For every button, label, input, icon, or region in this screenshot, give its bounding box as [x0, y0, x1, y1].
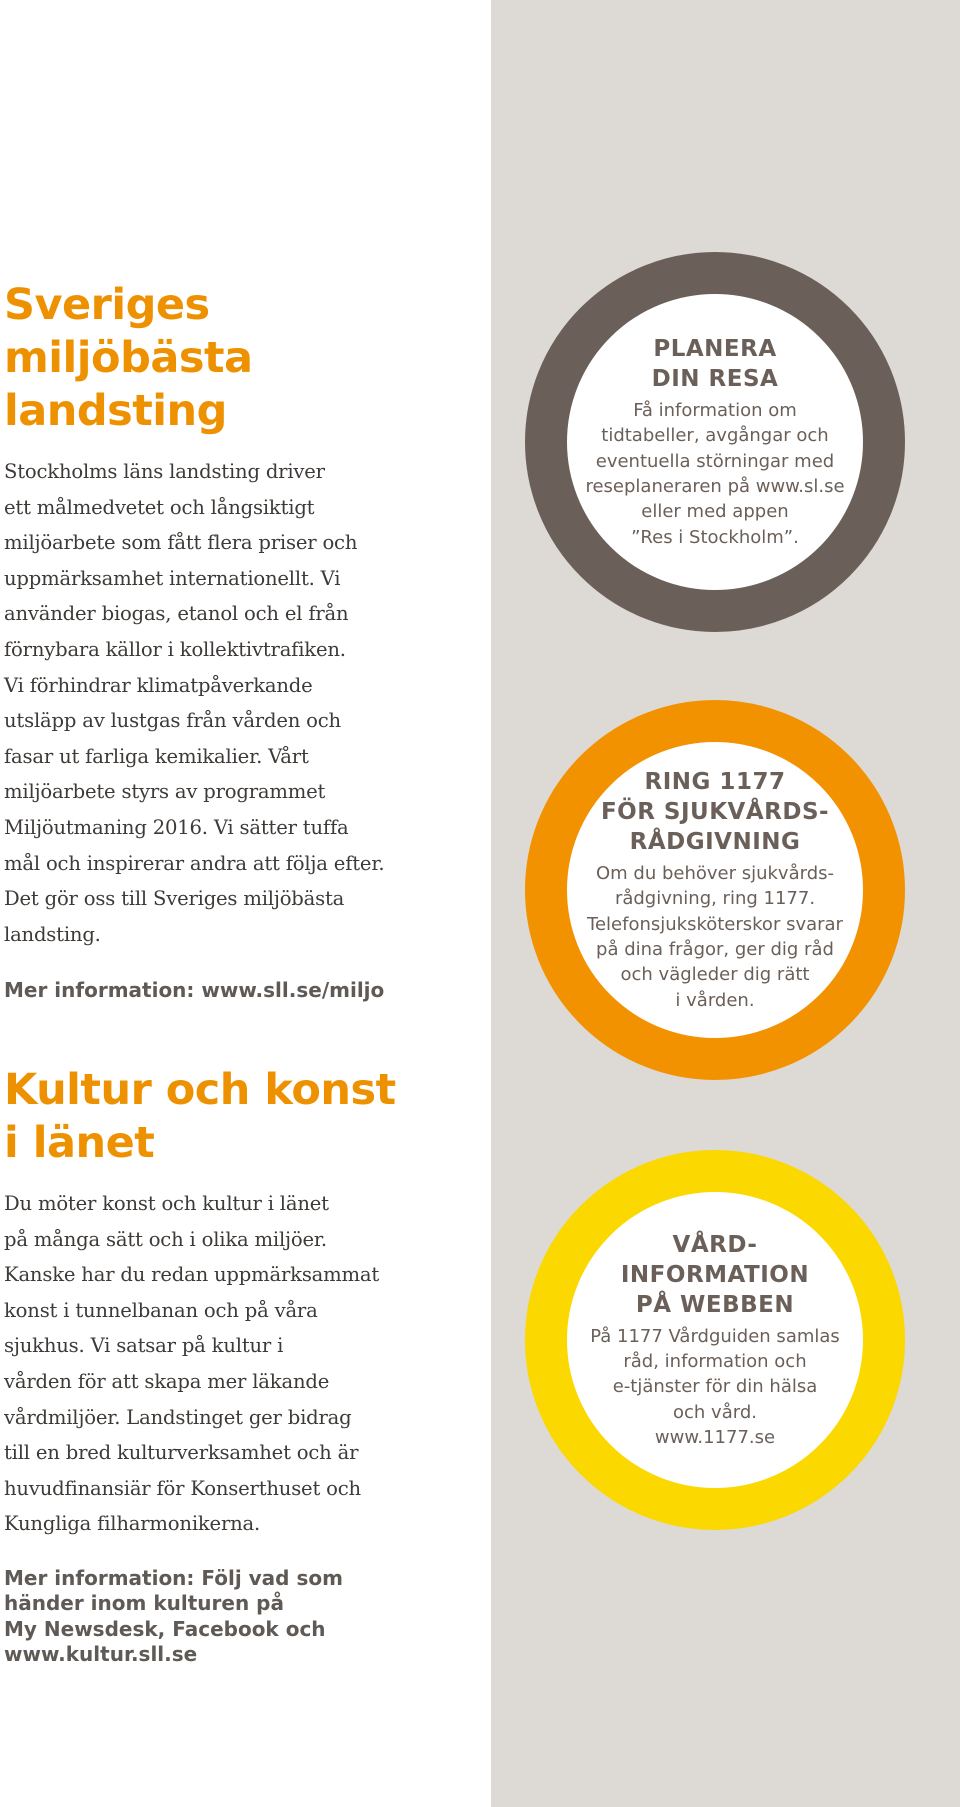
section-environment-body: Stockholms läns landsting driver ett målmedvetet och långsiktigt miljöarbete som fått flera priser och uppmärksamhet internationellt. Vi använder biogas, etanol och el från förnybara källor i kollektivtrafiken. Vi förhindrar klimatpåverkande utsläpp av lustgas från vården och fasar ut farliga kemikalier. Vårt miljöarbete styrs av programmet Miljöutmaning 2016. Vi sätter tuffa mål och inspirerar andra att följa efter. Det gör oss till Sveriges miljöbästa landsting. [4, 460, 385, 946]
circle-call-1177-title: RING 1177 FÖR SJUKVÅRDS- RÅDGIVNING [600, 769, 830, 856]
section-culture-body: Du möter konst och kultur i länet på många sätt och i olika miljöer. Kanske har du redan uppmärksammat konst i tunnelbanan och på våra sjukhus. Vi satsar på kultur i vården för att skapa mer läkande vårdmiljöer. Landstinget ger bidrag till en bred kulturverksamhet och är huvudfinansiär för Konserthuset och Kungliga filharmonikerna. [4, 1192, 380, 1536]
section-environment-heading: Sveriges miljöbästa landsting [4, 280, 253, 436]
section-environment-more-info: Mer information: www.sll.se/miljo [4, 978, 385, 1003]
circle-care-info-web-title: VÅRD- INFORMATION PÅ WEBBEN [620, 1231, 810, 1318]
section-culture [4, 1064, 444, 1668]
circle-care-info-web [525, 1150, 905, 1530]
circle-plan-trip-title: PLANERA DIN RESA [651, 336, 779, 393]
section-culture-heading: Kultur och konst i länet [4, 1065, 396, 1168]
circle-plan-trip [525, 252, 905, 632]
section-environment [4, 279, 444, 1004]
circle-care-info-web-text: På 1177 Vårdguiden samlas råd, information och e-tjänster för din hälsa och vård. www.1177.se [590, 1325, 840, 1448]
circle-call-1177 [525, 700, 905, 1080]
circle-plan-trip-text: Få information om tidtabeller, avgångar och eventuella störningar med reseplaneraren på www.sl.se eller med appen ”Res i Stockholm”. [585, 400, 845, 548]
circle-call-1177-text: Om du behöver sjukvårds- rådgivning, ring 1177. Telefonsjuksköterskor svarar på dina frågor, ger dig råd och vägleder dig rätt i vården. [587, 863, 843, 1011]
section-culture-more-info: Mer information: Följ vad som händer inom kulturen på My Newsdesk, Facebook och www.kultur.sll.se [4, 1565, 343, 1667]
